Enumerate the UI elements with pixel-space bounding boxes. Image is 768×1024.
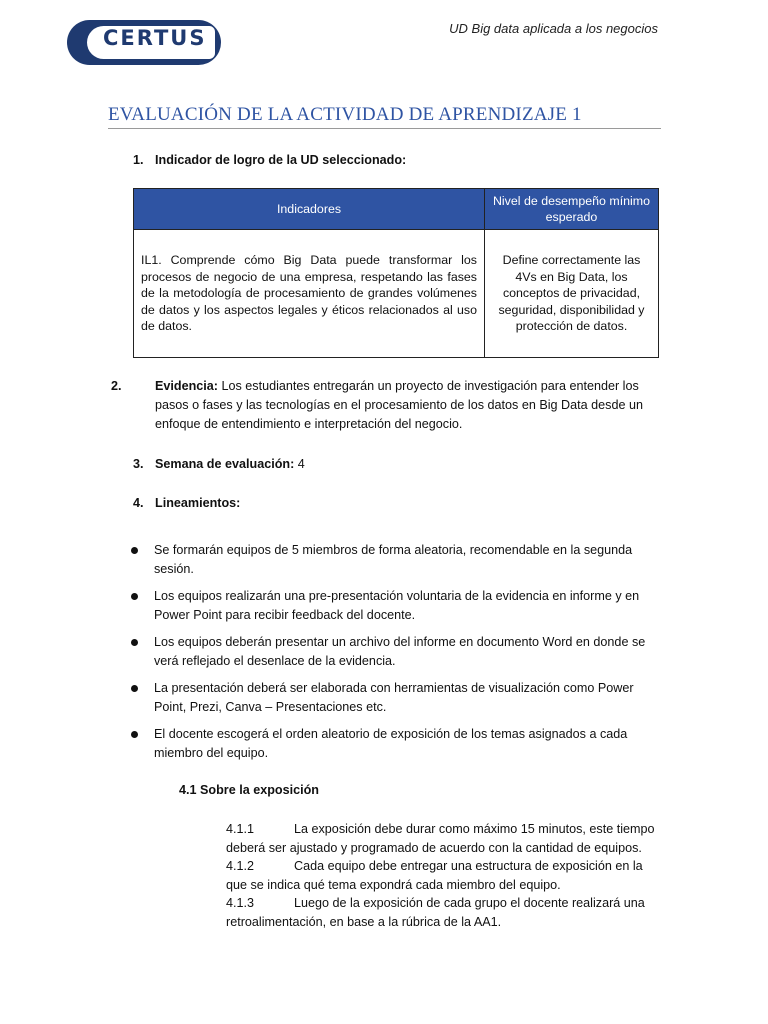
subsection-item-text: Luego de la exposición de cada grupo el docente realizará una retroalimentación, en base a la rúbrica de la AA1.	[226, 896, 645, 929]
header-nivel-desempeno: Nivel de desempeño mínimo esperado	[485, 189, 659, 230]
course-note: UD Big data aplicada a los negocios	[449, 21, 658, 36]
bullet-icon	[131, 639, 138, 646]
subsection-item-text: Cada equipo debe entregar una estructura de exposición en la que se indica qué tema expondrá cada miembro del equipo.	[226, 859, 643, 892]
list-item-text: Se formarán equipos de 5 miembros de forma aleatoria, recomendable en la segunda sesión.	[154, 543, 633, 576]
section-2-label: Evidencia:	[155, 379, 218, 393]
subsection-item-text: La exposición debe durar como máximo 15 minutos, este tiempo deberá ser ajustado y programado de acuerdo con la cantidad de equipos.	[226, 822, 655, 855]
page-title: EVALUACIÓN DE LA ACTIVIDAD DE APRENDIZAJE 1	[108, 104, 582, 125]
subsection-item	[226, 820, 658, 857]
indicator-cell: IL1. Comprende cómo Big Data puede transformar los procesos de negocio de una empresa, respetando las fases de la metodología de procesamiento de grandes volúmenes de datos y los aspectos legales y éticos relacionados al uso de datos.	[134, 230, 485, 358]
section-3-label: Semana de evaluación:	[155, 457, 295, 471]
certus-logo	[67, 20, 221, 65]
list-item	[131, 587, 656, 625]
section-3-value: 4	[294, 457, 305, 471]
subsection-item	[226, 857, 658, 894]
indicators-table	[133, 188, 659, 358]
section-3-number: 3.	[133, 457, 144, 471]
section-1	[133, 151, 653, 170]
section-2	[111, 377, 675, 434]
section-2-number: 2.	[111, 379, 122, 393]
section-3	[133, 455, 653, 474]
subsection-item	[226, 894, 658, 931]
subsection-item-number: 4.1.2	[226, 859, 255, 873]
subsection-item-number: 4.1.1	[226, 822, 255, 836]
list-item	[131, 541, 656, 579]
list-item	[131, 725, 656, 763]
list-item-text: Los equipos deberán presentar un archivo del informe en documento Word en donde se verá reflejado el desenlace de la evidencia.	[154, 635, 646, 668]
subsection-heading: 4.1 Sobre la exposición	[179, 783, 319, 797]
table-header-row	[134, 189, 659, 230]
list-item	[131, 679, 656, 717]
header-indicadores: Indicadores	[134, 189, 485, 230]
table-row	[134, 230, 659, 358]
section-2-text: Los estudiantes entregarán un proyecto de investigación para entender los pasos o fases y las tecnologías en el procesamiento de los datos en Big Data desde un enfoque de entendimiento e interpretación del negocio.	[155, 379, 643, 431]
list-item-text: La presentación deberá ser elaborada con herramientas de visualización como Power Point, Prezi, Canva – Presentaciones etc.	[154, 681, 634, 714]
list-item-text: El docente escogerá el orden aleatorio de exposición de los temas asignados a cada miembro del equipo.	[154, 727, 628, 760]
bullet-icon	[131, 593, 138, 600]
title-underline	[108, 128, 661, 129]
bullet-icon	[131, 731, 138, 738]
section-4-number: 4.	[133, 496, 144, 510]
section-4	[133, 494, 653, 513]
list-item	[131, 633, 656, 671]
list-item-text: Los equipos realizarán una pre-presentación voluntaria de la evidencia en informe y en Power Point para recibir feedback del docente.	[154, 589, 640, 622]
guidelines-list	[131, 541, 656, 771]
subsection-item-number: 4.1.3	[226, 896, 255, 910]
subsection-items	[226, 820, 658, 931]
section-4-label: Lineamientos:	[155, 496, 241, 510]
level-cell: Define correctamente las 4Vs en Big Data, los conceptos de privacidad, seguridad, disponibilidad y protección de datos.	[485, 230, 659, 358]
section-1-label: Indicador de logro de la UD seleccionado:	[155, 153, 407, 167]
bullet-icon	[131, 685, 138, 692]
section-1-number: 1.	[133, 153, 144, 167]
bullet-icon	[131, 547, 138, 554]
logo-text: CERTUS	[103, 26, 207, 50]
